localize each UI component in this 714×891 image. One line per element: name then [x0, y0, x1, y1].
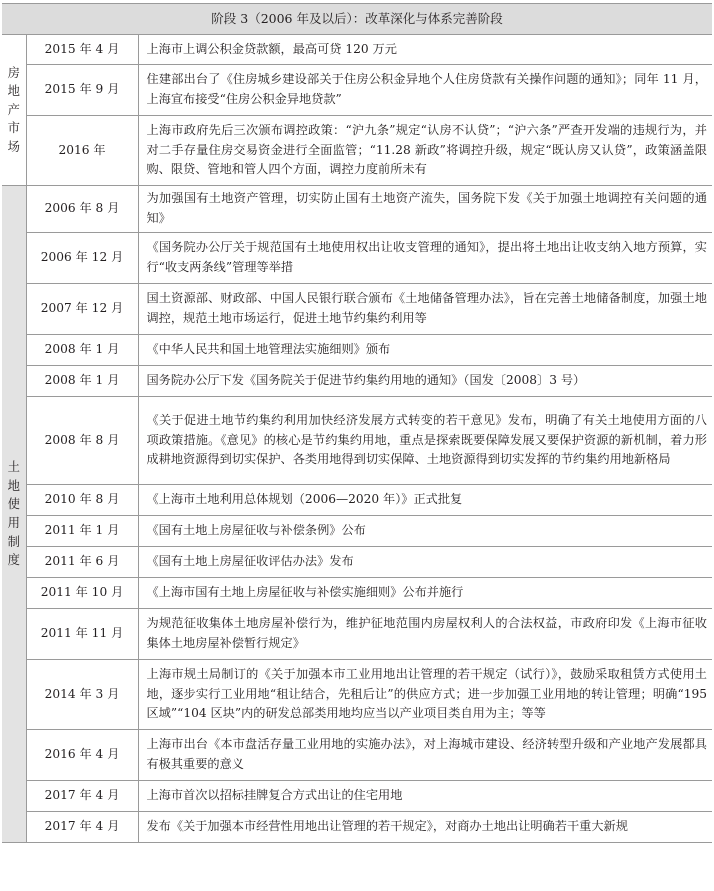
table-row: [2, 730, 712, 781]
row-description: 发布《关于加强本市经营性用地出让管理的若干规定》，对商办土地出让明确若干重大新规: [138, 812, 712, 843]
table-row: [2, 335, 712, 366]
table-row: [2, 366, 712, 397]
row-description: 《上海市土地利用总体规划（2006—2020 年）》正式批复: [138, 485, 712, 516]
row-date: 2017 年 4 月: [26, 781, 138, 812]
row-description: 《上海市国有土地上房屋征收与补偿实施细则》公布并施行: [138, 578, 712, 609]
row-date: 2006 年 8 月: [26, 186, 138, 233]
row-description: 《国有土地上房屋征收与补偿条例》公布: [138, 516, 712, 547]
table-row: [2, 781, 712, 812]
table-row: [2, 284, 712, 335]
table-row: [2, 65, 712, 116]
row-date: 2011 年 6 月: [26, 547, 138, 578]
row-description: 《国有土地上房屋征收评估办法》发布: [138, 547, 712, 578]
row-description: 国土资源部、财政部、中国人民银行联合颁布《土地储备管理办法》，旨在完善土地储备制度，加强土地调控，规范土地市场运行，促进土地节约集约利用等: [138, 284, 712, 335]
row-date: 2016 年: [26, 116, 138, 186]
policy-timeline-table: [2, 3, 712, 843]
row-date: 2016 年 4 月: [26, 730, 138, 781]
row-description: 《中华人民共和国土地管理法实施细则》颁布: [138, 335, 712, 366]
table-row: [2, 660, 712, 730]
row-date: 2014 年 3 月: [26, 660, 138, 730]
row-date: 2010 年 8 月: [26, 485, 138, 516]
row-date: 2008 年 8 月: [26, 397, 138, 485]
table-row: [2, 233, 712, 284]
category-real-estate-market: [2, 35, 26, 186]
row-date: 2015 年 9 月: [26, 65, 138, 116]
row-description: 《关于促进土地节约集约利用加快经济发展方式转变的若干意见》发布，明确了有关土地使用方面的八项政策措施。《意见》的核心是节约集约用地，重点是探索既要保障发展又要保护资源的新机制，着力形成耕地资源得到切实保护、各类用地得到切实保障、土地资源得到切实发挥的节约集约用地新格局: [138, 397, 712, 485]
row-description: 上海市出台《本市盘活存量工业用地的实施办法》，对上海城市建设、经济转型升级和产业地产发展都具有极其重要的意义: [138, 730, 712, 781]
table-row: [2, 35, 712, 65]
row-date: 2011 年 11 月: [26, 609, 138, 660]
row-date: 2008 年 1 月: [26, 335, 138, 366]
row-date: 2011 年 10 月: [26, 578, 138, 609]
table-row: [2, 397, 712, 485]
row-description: 国务院办公厅下发《国务院关于促进节约集约用地的通知》（国发〔2008〕3 号）: [138, 366, 712, 397]
row-description: 为规范征收集体土地房屋补偿行为，维护征地范围内房屋权利人的合法权益，市政府印发《上海市征收集体土地房屋补偿暂行规定》: [138, 609, 712, 660]
row-description: 住建部出台了《住房城乡建设部关于住房公积金异地个人住房贷款有关操作问题的通知》；同年 11 月，上海宣布接受“住房公积金异地贷款”: [138, 65, 712, 116]
table-header-row: [2, 4, 712, 35]
row-description: 上海市规土局制订的《关于加强本市工业用地出让管理的若干规定（试行）》，鼓励采取租赁方式使用土地，逐步实行工业用地“租让结合，先租后让”的供应方式；进一步加强工业用地的转让管理；明确“195 区域”“104 区块”内的研发总部类用地均应当以产业项目类自用为主；等等: [138, 660, 712, 730]
table-row: [2, 578, 712, 609]
table-row: [2, 186, 712, 233]
row-date: 2008 年 1 月: [26, 366, 138, 397]
category-label: 土地使用制度: [7, 460, 20, 568]
category-land-use-system: [2, 186, 26, 843]
table-row: [2, 116, 712, 186]
row-description: 上海市首次以招标挂牌复合方式出让的住宅用地: [138, 781, 712, 812]
row-date: 2007 年 12 月: [26, 284, 138, 335]
row-description: 上海市上调公积金贷款额，最高可贷 120 万元: [138, 35, 712, 65]
table-row: [2, 609, 712, 660]
table-row: [2, 485, 712, 516]
row-date: 2015 年 4 月: [26, 35, 138, 65]
row-description: 《国务院办公厅关于规范国有土地使用权出让收支管理的通知》，提出将土地出让收支纳入地方预算，实行“收支两条线”管理等举措: [138, 233, 712, 284]
stage-header: 阶段 3（2006 年及以后）：改革深化与体系完善阶段: [2, 4, 712, 35]
table-row: [2, 812, 712, 843]
row-description: 上海市政府先后三次颁布调控政策：“沪九条”规定“认房不认贷”；“沪六条”严查开发端的违规行为，并对二手存量住房交易资金进行全面监管；“11.28 新政”将调控升级，规定“既认房又认贷”，政策涵盖限购、限贷、管地和管人四个方面，调控力度前所未有: [138, 116, 712, 186]
row-date: 2006 年 12 月: [26, 233, 138, 284]
row-date: 2011 年 1 月: [26, 516, 138, 547]
table-row: [2, 516, 712, 547]
row-description: 为加强国有土地资产管理，切实防止国有土地资产流失，国务院下发《关于加强土地调控有关问题的通知》: [138, 186, 712, 233]
table-row: [2, 547, 712, 578]
row-date: 2017 年 4 月: [26, 812, 138, 843]
category-label: 房地产市场: [7, 65, 20, 154]
